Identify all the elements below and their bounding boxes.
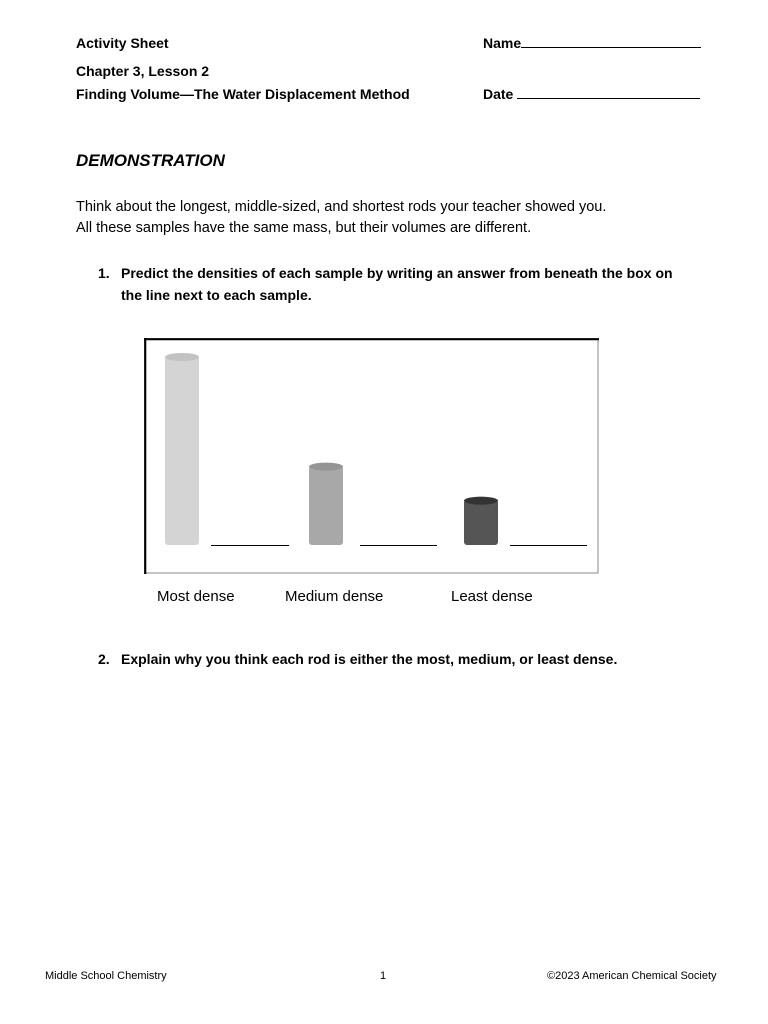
rod-longest-top [165, 353, 199, 361]
date-label: Date [483, 86, 514, 102]
intro-paragraph [76, 197, 716, 239]
date-row [483, 86, 700, 102]
footer-copyright: ©2023 American Chemical Society [547, 970, 717, 982]
rod-shortest [464, 497, 498, 545]
question-2-text: Explain why you think each rod is either the most, medium, or least dense. [121, 651, 618, 667]
figure-box [145, 339, 598, 573]
question-1-text: Predict the densities of each sample by writing an answer from beneath the box on the line next to each sample. [121, 265, 673, 303]
question-1 [98, 262, 688, 308]
question-1-number: 1. [98, 265, 110, 281]
intro-line-1: Think about the longest, middle-sized, and shortest rods your teacher showed you. [76, 199, 607, 215]
choice-most-dense: Most dense [157, 588, 235, 605]
rod-middle-body [309, 466, 343, 545]
footer-page-number: 1 [380, 970, 387, 982]
question-2 [98, 648, 718, 672]
rods-figure [144, 338, 599, 574]
intro-line-2: All these samples have the same mass, but their volumes are different. [76, 220, 532, 236]
footer-course: Middle School Chemistry [45, 970, 167, 982]
name-row [483, 35, 701, 51]
name-label: Name [483, 35, 522, 51]
rod-shortest-top [464, 497, 498, 505]
rod-longest [165, 353, 199, 545]
rod-middle [309, 463, 343, 545]
answer-area[interactable] [76, 690, 716, 940]
choice-medium-dense: Medium dense [285, 588, 384, 605]
rod-shortest-body [464, 500, 498, 545]
rod-middle-top [309, 463, 343, 471]
choice-least-dense: Least dense [451, 588, 533, 605]
section-title: DEMONSTRATION [76, 151, 225, 170]
lesson-title: Finding Volume—The Water Displacement Method [76, 86, 410, 102]
date-field[interactable] [517, 86, 700, 99]
chapter-lesson: Chapter 3, Lesson 2 [76, 63, 210, 79]
sheet-type: Activity Sheet [76, 35, 169, 51]
question-2-number: 2. [98, 651, 110, 667]
name-field[interactable] [521, 35, 701, 48]
rod-longest-body [165, 356, 199, 545]
